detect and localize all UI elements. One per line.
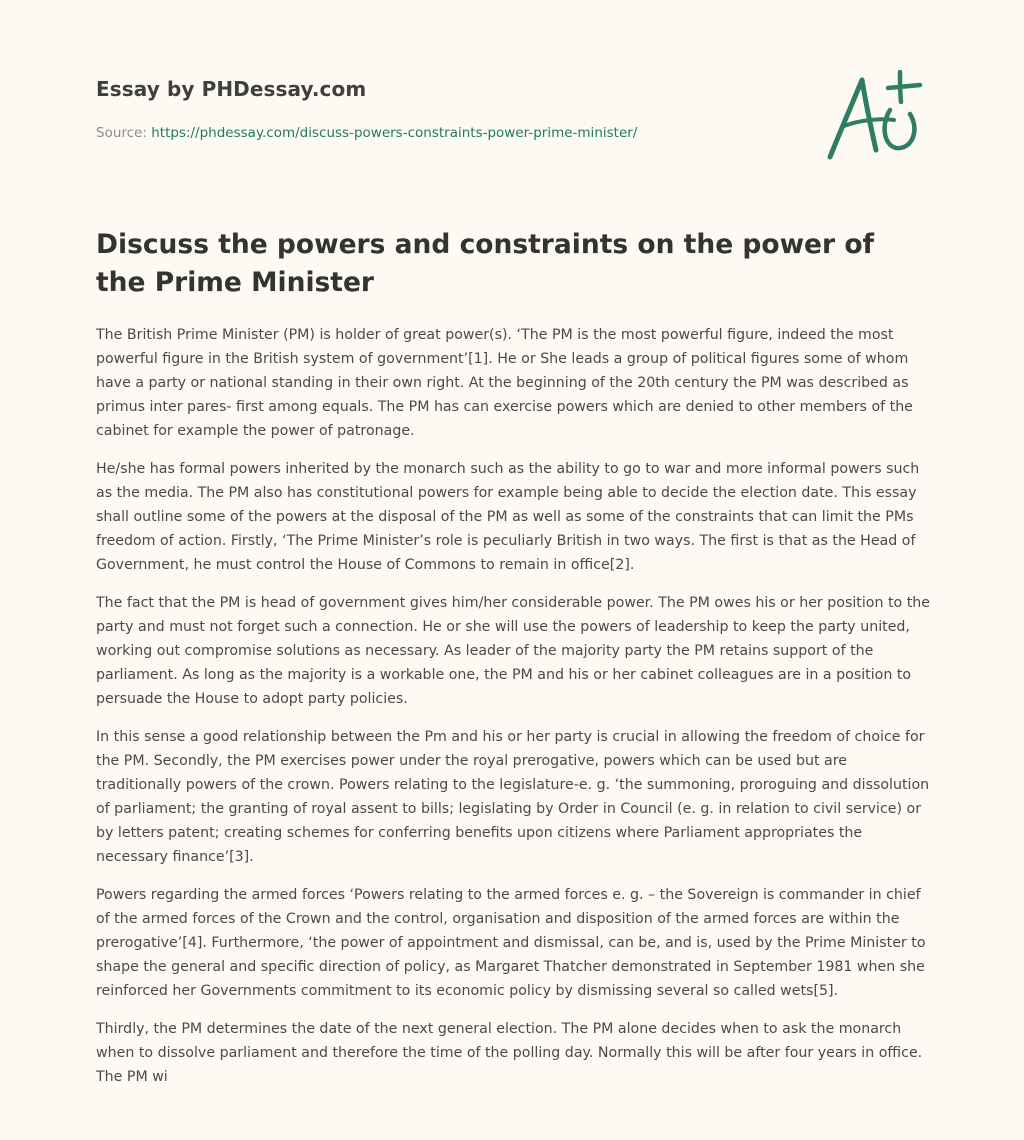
source-label: Source: [96, 125, 147, 141]
paragraph: The fact that the PM is head of government gives him/her considerable power. The PM owes his or her position to the party and must not forget such a connection. He or she will use the powers of leadership to keep the party united, working out compromise solutions as necessary. As leader of the majority party the PM retains support of the parliament. As long as the majority is a workable one, the PM and his or her cabinet colleagues are in a position to persuade the House to adopt party policies. [96, 595, 931, 707]
source-link[interactable]: https://phdessay.com/discuss-powers-constraints-power-prime-minister/ [151, 125, 638, 141]
paragraph: Thirdly, the PM determines the date of the next general election. The PM alone decides when to ask the monarch when to dissolve parliament and therefore the time of the polling day. Normally this will be after four years in office. The PM wi [96, 1021, 923, 1085]
source-line [96, 125, 637, 141]
paragraph: He/she has formal powers inherited by the monarch such as the ability to go to war and more informal powers such as the media. The PM also has constitutional powers for example being able to decide the election date. This essay shall outline some of the powers at the disposal of the PM as well as some of the constraints that can limit the PMs freedom of action. Firstly, ‘The Prime Minister’s role is peculiarly British in two ways. The first is that as the Head of Government, he must control the House of Commons to remain in office[2]. [96, 461, 920, 573]
page-header [96, 72, 926, 172]
paragraph: In this sense a good relationship between the Pm and his or her party is crucial in allowing the freedom of choice for the PM. Secondly, the PM exercises power under the royal prerogative, powers which can be used but are traditionally powers of the crown. Powers relating to the legislature-e. g. ‘the summoning, proroguing and dissolution of parliament; the granting of royal assent to bills; legislating by Order in Council (e. g. in relation to civil service) or by letters patent; creating schemes for conferring benefits upon citizens where Parliament appropriates the necessary finance’[3]. [96, 729, 930, 865]
paragraph: The British Prime Minister (PM) is holder of great power(s). ‘The PM is the most powerful figure, indeed the most powerful figure in the British system of government’[1]. He or She leads a group of political figures some of whom have a party or national standing in their own right. At the beginning of the 20th century the PM was described as primus inter pares- first among equals. The PM has can exercise powers which are denied to other members of the cabinet for example the power of patronage. [96, 327, 913, 439]
a-plus-logo-icon [824, 70, 924, 162]
article-title: Discuss the powers and constraints on the power of the Prime Minister [96, 229, 875, 298]
paragraph: Powers regarding the armed forces ‘Powers relating to the armed forces e. g. – the Sovereign is commander in chief of the armed forces of the Crown and the control, organisation and disposition of the armed forces are within the prerogative’[4]. Furthermore, ‘the power of appointment and dismissal, can be, and is, used by the Prime Minister to shape the general and specific direction of policy, as Margaret Thatcher demonstrated in September 1981 when she reinforced her Governments commitment to its economic policy by dismissing several so called wets[5]. [96, 887, 926, 999]
article-body [96, 324, 930, 1104]
site-brand: Essay by PHDessay.com [96, 77, 367, 101]
